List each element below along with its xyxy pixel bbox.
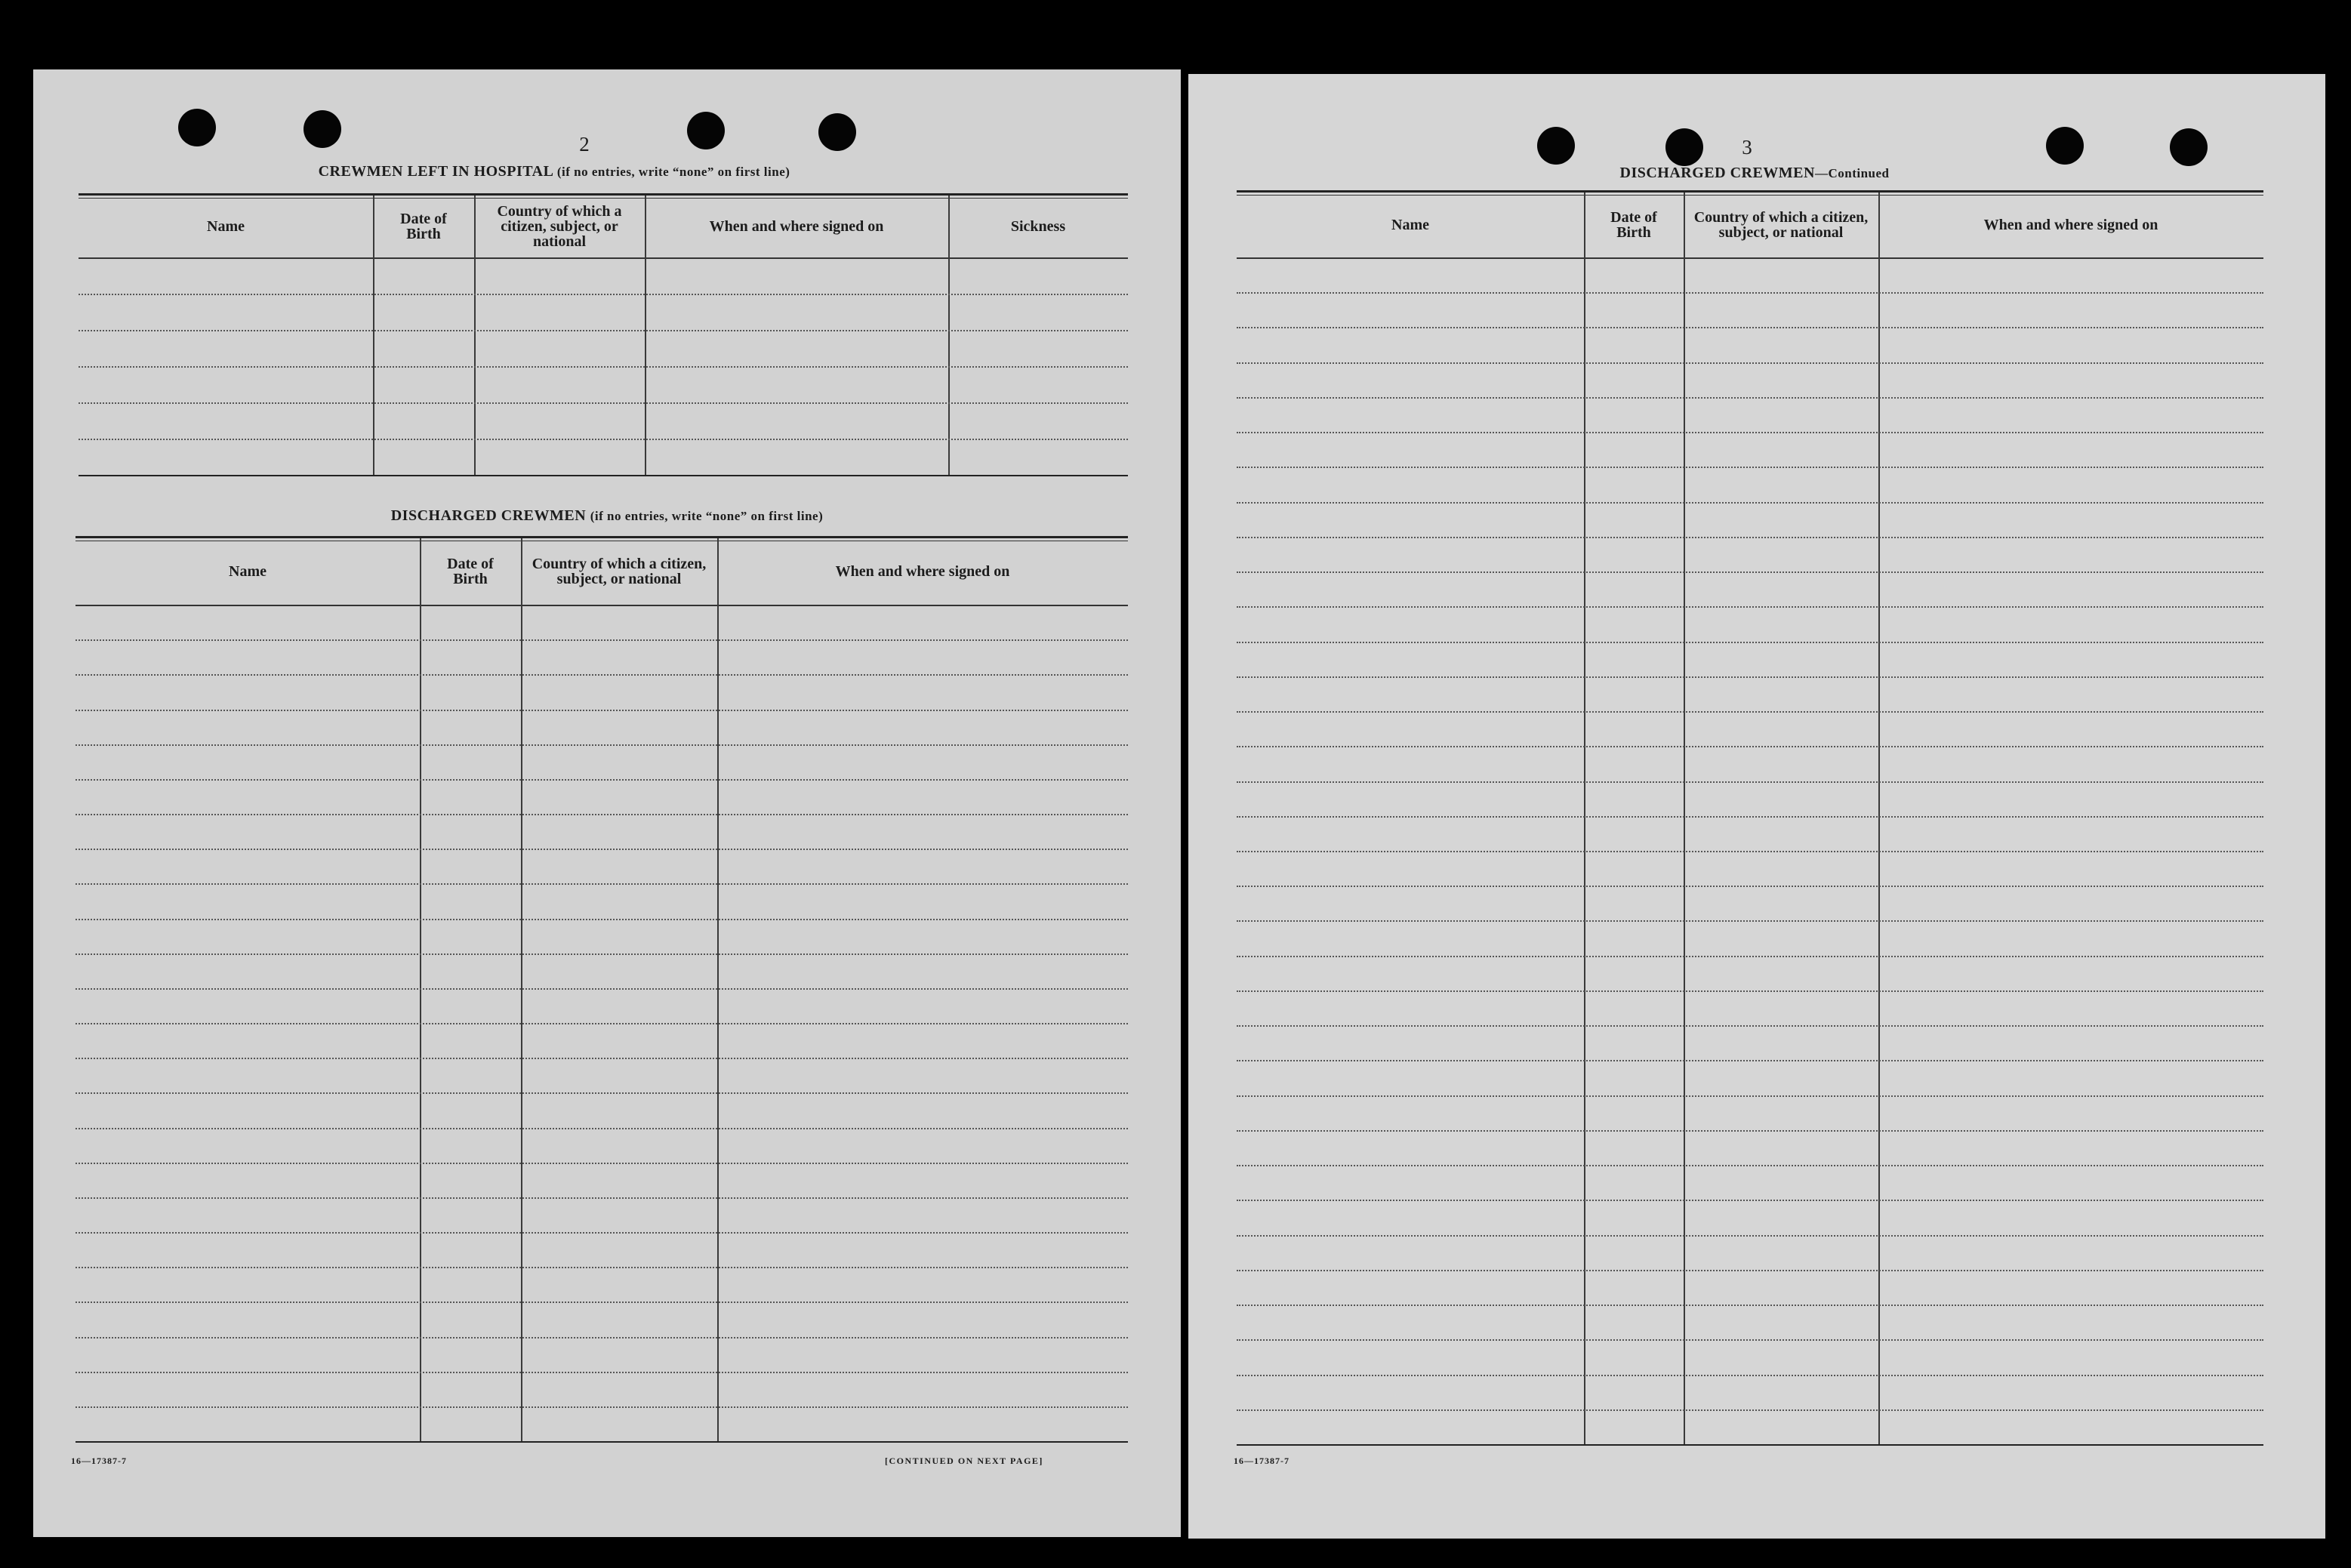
col-header-country: Country of which a citizen, subject, or national bbox=[532, 556, 707, 587]
ruled-line bbox=[1237, 467, 2263, 468]
col-header-sickness: Sickness bbox=[1010, 218, 1066, 235]
ruled-line bbox=[1237, 362, 2263, 364]
discharged-continued-header bbox=[1237, 193, 2263, 259]
ruled-line bbox=[1237, 1130, 2263, 1132]
punch-hole bbox=[818, 113, 856, 151]
ruled-line bbox=[1237, 1095, 2263, 1097]
col-header-when-where: When and where signed on bbox=[709, 218, 884, 235]
discharged-title-note: (if no entries, write “none” on first line) bbox=[590, 509, 824, 523]
discharged-title-text: DISCHARGED CREWMEN bbox=[390, 507, 587, 524]
continued-note: [CONTINUED ON NEXT PAGE] bbox=[885, 1456, 1043, 1466]
col-header-when-where: When and where signed on bbox=[1983, 217, 2158, 233]
column-divider bbox=[1684, 193, 1685, 1444]
discharged-continued-title bbox=[1249, 165, 2260, 182]
hospital-table-header bbox=[79, 196, 1128, 259]
ruled-line bbox=[1237, 502, 2263, 504]
ruled-line bbox=[1237, 1165, 2263, 1166]
ruled-line bbox=[1237, 1060, 2263, 1061]
ruled-line bbox=[1237, 816, 2263, 818]
column-divider bbox=[373, 196, 374, 475]
ruled-line bbox=[1237, 1409, 2263, 1411]
hospital-table bbox=[79, 193, 1128, 476]
ruled-line bbox=[1237, 746, 2263, 747]
ruled-line bbox=[1237, 711, 2263, 713]
punch-hole bbox=[1537, 127, 1575, 165]
ruled-line bbox=[1237, 1375, 2263, 1376]
ruled-line bbox=[1237, 1025, 2263, 1027]
punch-hole bbox=[687, 112, 725, 149]
col-header-when-where: When and where signed on bbox=[835, 563, 1010, 580]
ruled-line bbox=[75, 988, 1128, 990]
page-number: 3 bbox=[1742, 136, 1752, 159]
punch-hole bbox=[2170, 128, 2208, 166]
ruled-line bbox=[1237, 642, 2263, 643]
ruled-line bbox=[75, 919, 1128, 920]
ruled-line bbox=[1237, 1305, 2263, 1306]
ruled-line bbox=[75, 1163, 1128, 1164]
ruled-line bbox=[75, 710, 1128, 711]
column-divider bbox=[948, 196, 950, 475]
discharged-continued-suffix: —Continued bbox=[1814, 166, 1890, 180]
ruled-line bbox=[1237, 1200, 2263, 1201]
hospital-section-title bbox=[79, 163, 1030, 180]
ruled-line bbox=[75, 779, 1128, 781]
ruled-line bbox=[1237, 781, 2263, 783]
page-number: 2 bbox=[579, 133, 590, 156]
ruled-line bbox=[75, 883, 1128, 885]
ruled-line bbox=[75, 1058, 1128, 1059]
ruled-line bbox=[75, 1267, 1128, 1268]
discharged-table bbox=[75, 536, 1128, 1443]
discharged-continued-title-text: DISCHARGED CREWMEN bbox=[1619, 165, 1815, 181]
ruled-line bbox=[75, 1023, 1128, 1024]
col-header-name: Name bbox=[1391, 217, 1429, 233]
ruled-line bbox=[1237, 676, 2263, 678]
ruled-line bbox=[1237, 990, 2263, 992]
hospital-title-text: CREWMEN LEFT IN HOSPITAL bbox=[318, 163, 553, 180]
ruled-line bbox=[79, 330, 1128, 331]
ruled-line bbox=[1237, 1270, 2263, 1271]
col-header-date-of-birth: Date of Birth bbox=[1610, 209, 1657, 241]
punch-hole bbox=[1665, 128, 1703, 166]
ruled-line bbox=[1237, 432, 2263, 433]
ruled-line bbox=[1237, 1235, 2263, 1237]
punch-hole bbox=[2046, 127, 2084, 165]
form-code: 16—17387-7 bbox=[71, 1456, 127, 1466]
punch-hole bbox=[304, 110, 341, 148]
ruled-line bbox=[1237, 537, 2263, 538]
ruled-line bbox=[1237, 851, 2263, 852]
ruled-line bbox=[75, 639, 1128, 641]
ruled-line bbox=[75, 1092, 1128, 1094]
ruled-line bbox=[75, 1197, 1128, 1199]
ruled-line bbox=[1237, 397, 2263, 399]
ruled-line bbox=[79, 439, 1128, 440]
ruled-line bbox=[75, 1337, 1128, 1338]
ruled-line bbox=[75, 1406, 1128, 1408]
discharged-continued-table bbox=[1237, 190, 2263, 1446]
ruled-line bbox=[75, 674, 1128, 676]
col-header-country: Country of which a citizen, subject, or national bbox=[497, 203, 622, 250]
col-header-country: Country of which a citizen, subject, or national bbox=[1693, 209, 1869, 241]
column-divider bbox=[645, 196, 646, 475]
form-page-right bbox=[1188, 74, 2325, 1539]
col-header-date-of-birth: Date of Birth bbox=[447, 556, 494, 587]
ruled-line bbox=[75, 1302, 1128, 1303]
ruled-line bbox=[1237, 606, 2263, 608]
ruled-line bbox=[75, 744, 1128, 746]
ruled-line bbox=[1237, 1339, 2263, 1341]
ruled-line bbox=[1237, 292, 2263, 294]
ruled-line bbox=[75, 814, 1128, 815]
column-divider bbox=[1584, 193, 1585, 1444]
ruled-line bbox=[75, 1372, 1128, 1373]
ruled-line bbox=[1237, 571, 2263, 573]
col-header-name: Name bbox=[207, 218, 245, 235]
column-divider bbox=[474, 196, 476, 475]
ruled-line bbox=[75, 1232, 1128, 1234]
ruled-line bbox=[79, 366, 1128, 368]
punch-hole bbox=[178, 109, 216, 146]
col-header-date-of-birth: Date of Birth bbox=[400, 211, 447, 242]
ruled-line bbox=[1237, 327, 2263, 328]
ruled-line bbox=[75, 849, 1128, 850]
ruled-line bbox=[75, 953, 1128, 955]
column-divider bbox=[1878, 193, 1880, 1444]
hospital-title-note: (if no entries, write “none” on first line) bbox=[556, 165, 790, 179]
ruled-line bbox=[1237, 920, 2263, 922]
form-page-left bbox=[33, 69, 1181, 1537]
ruled-line bbox=[1237, 886, 2263, 887]
ruled-line bbox=[79, 402, 1128, 404]
discharged-table-header bbox=[75, 538, 1128, 606]
ruled-line bbox=[79, 294, 1128, 295]
ruled-line bbox=[75, 1128, 1128, 1129]
ruled-line bbox=[1237, 956, 2263, 957]
discharged-section-title bbox=[79, 507, 1135, 525]
col-header-name: Name bbox=[229, 563, 267, 580]
form-code: 16—17387-7 bbox=[1234, 1456, 1290, 1466]
